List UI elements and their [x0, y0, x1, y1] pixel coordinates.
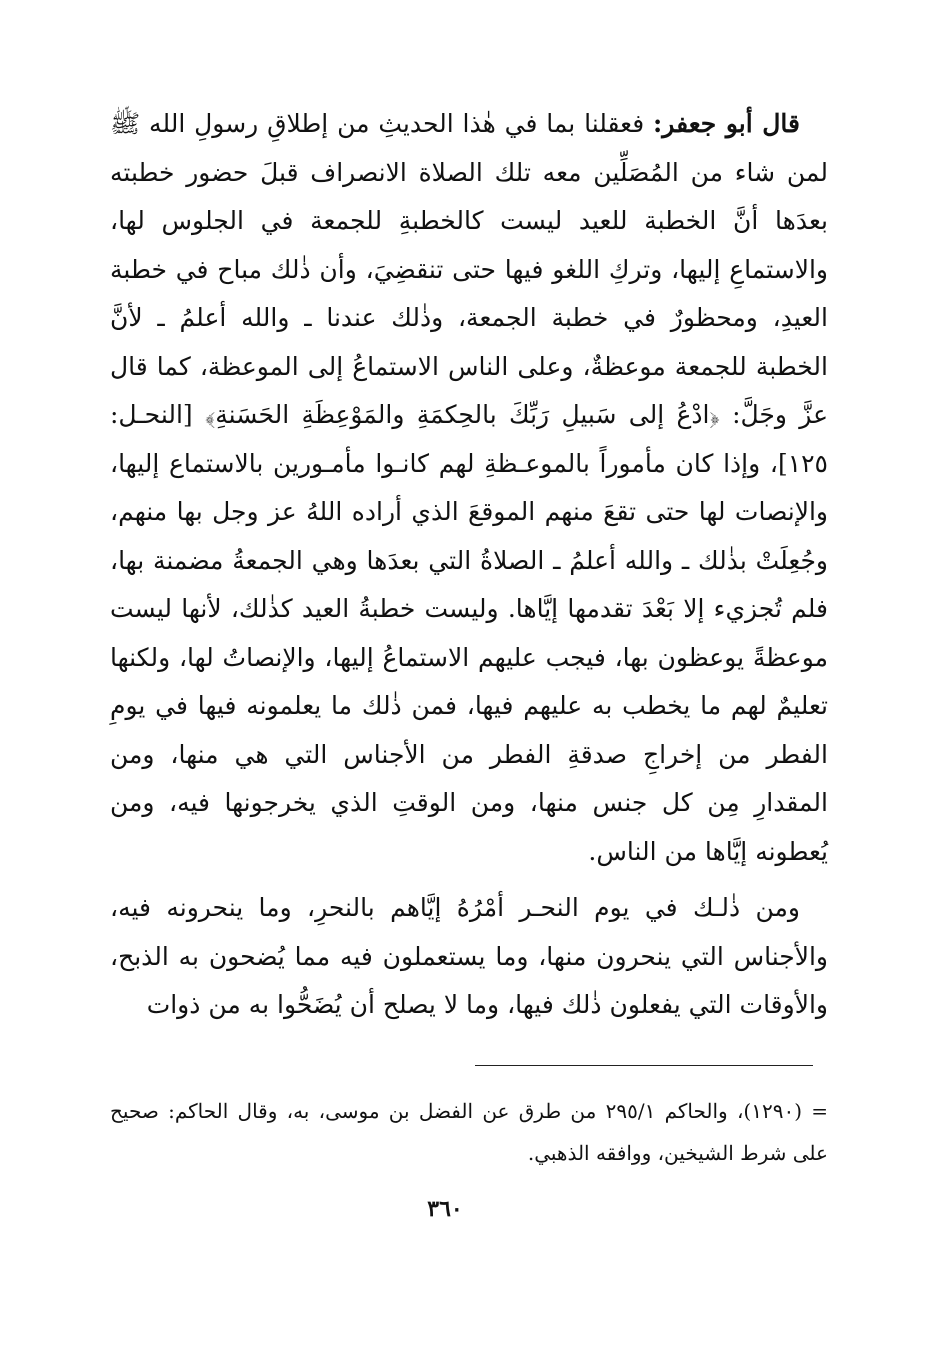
speaker-label: قال أبو جعفر:: [653, 109, 800, 138]
footnote-divider: [475, 1065, 813, 1066]
footnote: = (١٢٩٠)، والحاكم ٢٩٥/١ من طرق عن الفضل بن موسى، به، وقال الحاكم: صحيح على شرط الشيخين، ووافقه الذهبي.: [110, 1099, 828, 1165]
page-number: ٣٦٠: [427, 1196, 463, 1222]
paragraph: [110, 100, 828, 876]
paragraph-text: فعقلنا بما في هٰذا الحديثِ من إطلاقِ رسولِ الله ﷺ لمن شاء من المُصَلِّين معه تلك الصلاة الانصراف قبلَ حضور خطبته بعدَها أنَّ الخطبة للعيد ليست كالخطبةِ للجمعة في الجلوس لها، والاستماعِ إليها، وتركِ اللغو فيها حتى تنقضِيَ، وأن ذٰلك مباح في خطبة العيدِ، ومحظورٌ في خطبة الجمعة، وذٰلك عندنا ـ والله أعلمُ ـ لأنَّ الخطبة للجمعة موعظةٌ، وعلى الناس الاستماعُ إلى الموعظة، كما قال عزَّ وجَلَّ: ﴿ادْعُ إلى سَبيلِ رَبِّكَ بالحِكمَةِ والمَوْعِظَةِ الحَسَنةِ﴾ [النحـل: ١٢٥]، وإذا كان مأموراً بالموعـظةِ لهم كانـوا مأمـورين بالاستماع إليها، والإنصات لها حتى تقعَ منهم الموقعَ الذي أراده اللهُ عز وجل بها منهم، وجُعِلَتْ بذٰلك ـ والله أعلمُ ـ الصلاةُ التي بعدَها وهي الجمعةُ مضمنة بها، فلم تُجزيء إلا بَعْدَ تقدمها إيَّاها. وليست خطبةُ العيد كذٰلك، لأنها ليست موعظةً يوعظون بها، فيجب عليهم الاستماعُ إليها، والإنصاتُ لها، ولكنها تعليمٌ لهم ما يخطب به عليهم فيها، فمن ذٰلك ما يعلمونه فيها في يومِ الفطر من إخراجِ صدقةِ الفطر من الأجناس التي هي منها، ومن المقدارِ مِن كل جنس منها، ومن الوقتِ الذي يخرجونها فيه، ومن يُعطونه إيَّاها من الناس.: [110, 109, 828, 866]
main-text: [110, 100, 828, 1030]
paragraph: ومن ذٰلـك في يوم النحـر أمْرُهُ إيَّاهم بالنحرِ، وما ينحرونه فيه، والأجناس التي ينحرون منها، وما يستعملون فيه مما يُضحون به الذبح، والأوقات التي يفعلون ذٰلك فيها، وما لا يصلح أن يُضَحُّوا به من ذوات: [110, 893, 828, 1019]
